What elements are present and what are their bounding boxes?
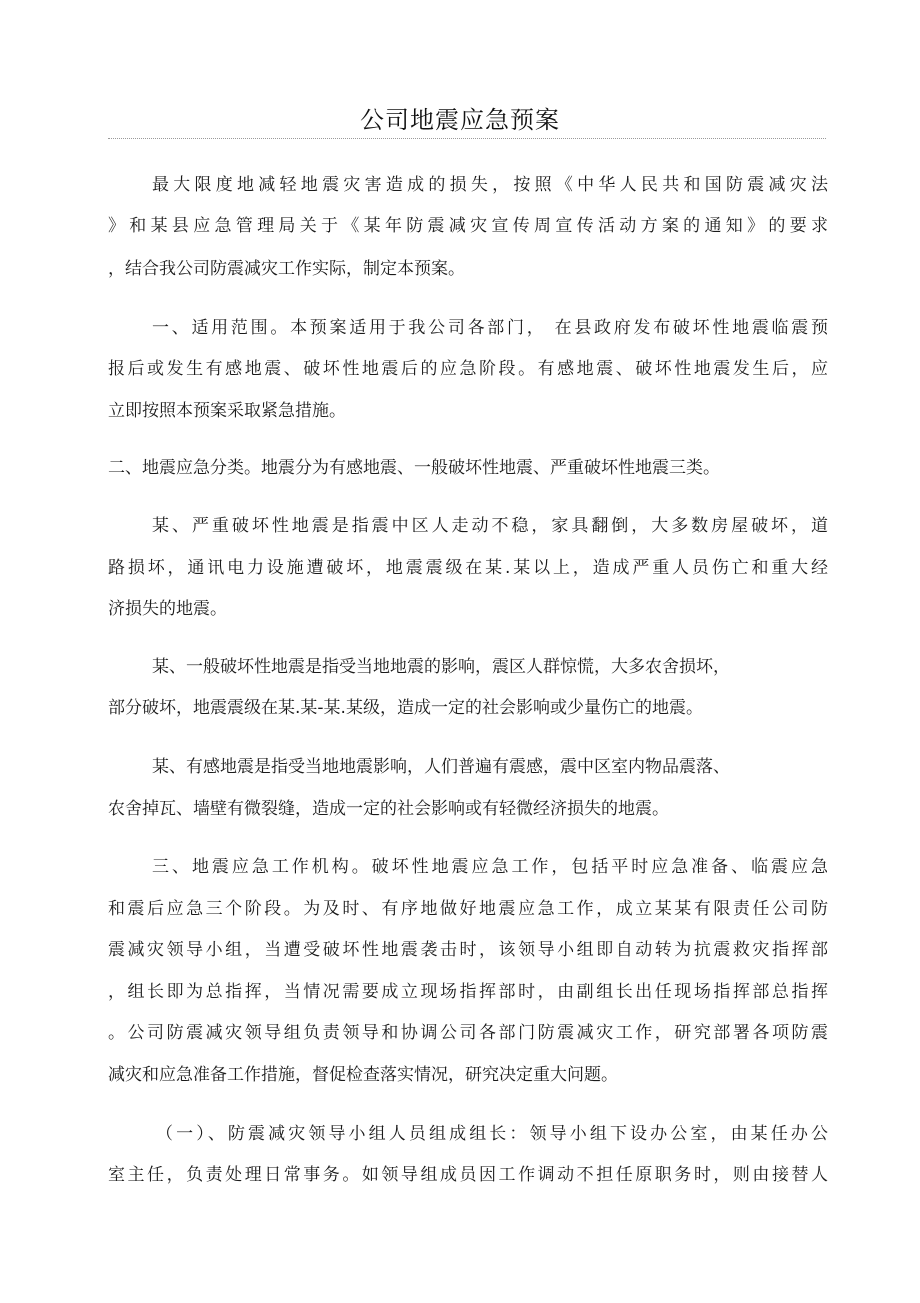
title-divider	[108, 138, 826, 139]
paragraph-line: 某、一般破坏性地震是指受当地地震的影响，震区人群惊慌，大多农舍损坏，	[152, 657, 730, 677]
paragraph-line: 农舍掉瓦、墙壁有微裂缝，造成一定的社会影响或有轻微经济损失的地震。	[108, 799, 669, 819]
paragraph-line: （一）、防震减灾领导小组人员组成组长：领导小组下设办公室，由某任办公	[156, 1124, 828, 1144]
paragraph-line: 二、地震应急分类。地震分为有感地震、一般破坏性地震、严重破坏性地震三类。	[108, 458, 720, 478]
paragraph-line: 某、严重破坏性地震是指震中区人走动不稳，家具翻倒，大多数房屋破坏，道	[152, 516, 828, 536]
paragraph-line: 减灾和应急准备工作措施，督促检查落实情况，研究决定重大问题。	[108, 1065, 618, 1085]
paragraph-line: ，组长即为总指挥，当情况需要成立现场指挥部时，由副组长出任现场指挥部总指挥	[108, 982, 828, 1002]
paragraph-line: 部分破坏，地震震级在某.某-某.某级，造成一定的社会影响或少量伤亡的地震。	[108, 698, 703, 718]
paragraph-line: 最大限度地减轻地震灾害造成的损失，按照《中华人民共和国防震减灾法	[152, 175, 828, 195]
paragraph-line: 三、地震应急工作机构。破坏性地震应急工作，包括平时应急准备、临震应急	[152, 857, 828, 877]
paragraph-line: 立即按照本预案采取紧急措施。	[108, 401, 346, 421]
page-title: 公司地震应急预案	[360, 106, 560, 134]
paragraph-line: 和震后应急三个阶段。为及时、有序地做好地震应急工作，成立某某有限责任公司防	[108, 899, 828, 919]
paragraph-line: 报后或发生有感地震、破坏性地震后的应急阶段。有感地震、破坏性地震发生后，应	[108, 359, 828, 379]
paragraph-line: 震减灾领导小组，当遭受破坏性地震袭击时，该领导小组即自动转为抗震救灾指挥部	[108, 940, 828, 960]
paragraph-line: 。公司防震减灾领导组负责领导和协调公司各部门防震减灾工作，研究部署各项防震	[108, 1023, 828, 1043]
paragraph-line: 济损失的地震。	[108, 599, 227, 619]
paragraph-line: 》和某县应急管理局关于《某年防震减灾宣传周宣传活动方案的通知》的要求	[108, 216, 828, 236]
paragraph-line: 室主任，负责处理日常事务。如领导组成员因工作调动不担任原职务时，则由接替人	[108, 1165, 828, 1185]
paragraph-line: 某、有感地震是指受当地地震影响，人们普遍有震感，震中区室内物品震落、	[152, 757, 730, 777]
paragraph-line: 路损坏，通讯电力设施遭破坏，地震震级在某.某以上，造成严重人员伤亡和重大经	[108, 558, 828, 578]
paragraph-line: 一、适用范围。本预案适用于我公司各部门， 在县政府发布破坏性地震临震预	[152, 318, 828, 338]
paragraph-line: ，结合我公司防震减灾工作实际，制定本预案。	[108, 259, 465, 279]
